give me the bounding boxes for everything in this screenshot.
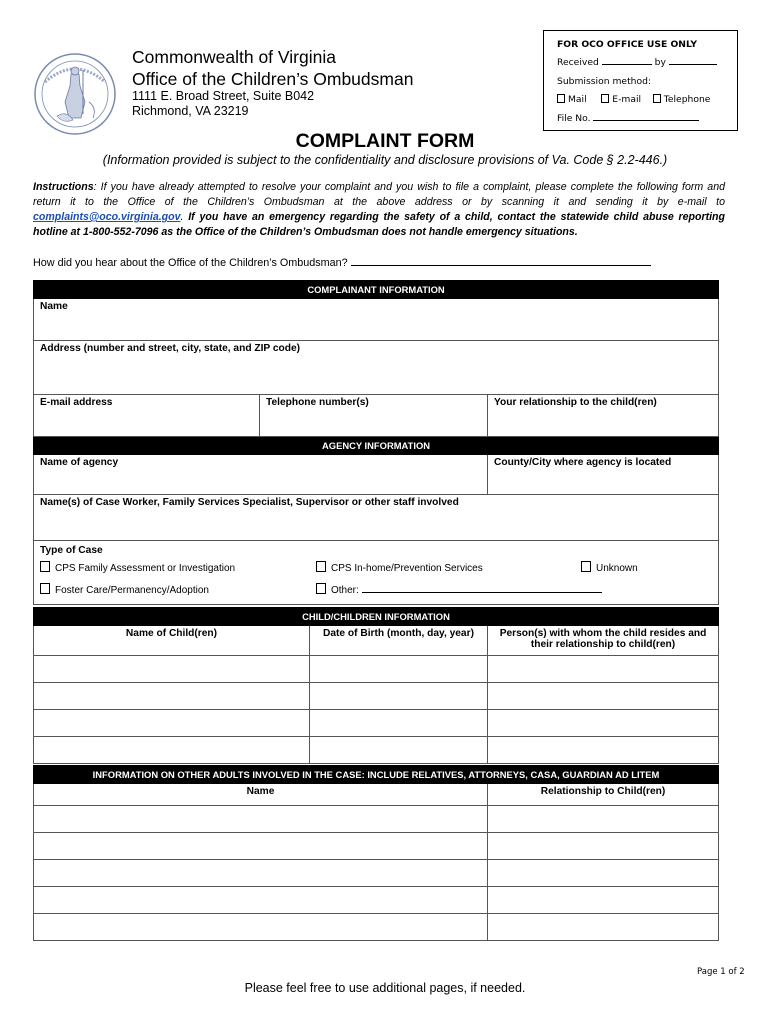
children-table bbox=[33, 607, 719, 764]
mail-checkbox[interactable] bbox=[557, 94, 565, 103]
cell[interactable] bbox=[34, 833, 488, 860]
col-child-name: Name of Child(ren) bbox=[34, 626, 310, 656]
complainant-agency-table bbox=[33, 280, 719, 605]
complainant-name-field[interactable]: Name bbox=[34, 299, 719, 341]
instructions: Instructions: If you have already attempted to resolve your complaint and you wish to file a complaint, please complete the following form and return it to the Office of the Children’s Ombudsman at the above address or by scanning it and sending it by e-mail to complaints@oco.virginia.gov. If you have an emergency regarding the safety of a child, contact the statewide child abuse reporting hotline at 1-800-552-7096 as the Office of the Children’s Ombudsman does not handle emergency situations. bbox=[33, 181, 726, 238]
col-adult-relationship: Relationship to Child(ren) bbox=[488, 784, 719, 806]
complaints-email-link[interactable]: complaints@oco.virginia.gov bbox=[33, 211, 181, 223]
option-label: Foster Care/Permanency/Adoption bbox=[55, 585, 209, 596]
cell[interactable] bbox=[310, 710, 488, 737]
cell[interactable] bbox=[34, 914, 488, 941]
option-cps-family[interactable] bbox=[40, 561, 235, 574]
option-label: Other: bbox=[331, 585, 359, 596]
cell[interactable] bbox=[34, 737, 310, 764]
hear-about-field[interactable] bbox=[351, 256, 651, 266]
form-title: COMPLAINT FORM bbox=[295, 130, 475, 152]
checkbox[interactable] bbox=[40, 583, 50, 594]
cell[interactable] bbox=[34, 656, 310, 683]
address-line2: Richmond, VA 23219 bbox=[132, 104, 249, 118]
instructions-label: Instructions bbox=[33, 181, 94, 193]
page-number: Page 1 of 2 bbox=[697, 967, 745, 977]
virginia-seal-logo bbox=[33, 52, 117, 136]
hear-question-label: How did you hear about the Office of the Children’s Ombudsman? bbox=[33, 257, 348, 269]
footer-note: Please feel free to use additional pages, if needed. bbox=[244, 981, 526, 995]
other-field[interactable] bbox=[362, 583, 602, 593]
cell[interactable] bbox=[488, 860, 719, 887]
table-row bbox=[34, 887, 719, 914]
table-row bbox=[34, 710, 719, 737]
method-telephone: Telephone bbox=[663, 94, 711, 105]
type-of-case-section bbox=[34, 541, 719, 605]
adults-table bbox=[33, 765, 719, 941]
option-other[interactable] bbox=[316, 583, 602, 596]
emergency-text: If you have an emergency regarding the safety of a child, contact the statewide child abuse reporting hotline at 1-800-552-7096 as the Office of the Children’s Ombudsman does not handle emergency situations. bbox=[33, 211, 726, 238]
office-use-box bbox=[543, 30, 738, 131]
cell[interactable] bbox=[488, 737, 719, 764]
cell[interactable] bbox=[34, 806, 488, 833]
cell[interactable] bbox=[488, 710, 719, 737]
address-line1: 1111 E. Broad Street, Suite B042 bbox=[132, 89, 315, 103]
table-row bbox=[34, 806, 719, 833]
instructions-text: : If you have already attempted to resolve your complaint and you wish to file a complaint, please complete the following form and return it to the Office of the Children’s Ombudsman at the above address or by scanning it and sending it by e-mail to bbox=[33, 181, 725, 208]
table-row bbox=[34, 683, 719, 710]
checkbox[interactable] bbox=[316, 561, 326, 572]
org-name-line2: Office of the Children’s Ombudsman bbox=[132, 69, 414, 89]
agency-name-field[interactable]: Name of agency bbox=[34, 455, 488, 495]
cell[interactable] bbox=[488, 656, 719, 683]
cell[interactable] bbox=[488, 887, 719, 914]
table-row bbox=[34, 833, 719, 860]
col-dob: Date of Birth (month, day, year) bbox=[310, 626, 488, 656]
received-field[interactable] bbox=[602, 55, 652, 65]
checkbox[interactable] bbox=[40, 561, 50, 572]
complainant-relationship-field[interactable]: Your relationship to the child(ren) bbox=[488, 395, 719, 437]
cell[interactable] bbox=[488, 833, 719, 860]
cell[interactable] bbox=[488, 683, 719, 710]
children-header: CHILD/CHILDREN INFORMATION bbox=[34, 608, 719, 626]
received-label: Received bbox=[557, 57, 599, 68]
complainant-email-field[interactable]: E-mail address bbox=[34, 395, 260, 437]
adults-header: INFORMATION ON OTHER ADULTS INVOLVED IN THE CASE: INCLUDE RELATIVES, ATTORNEYS, CASA, GUARDIAN AD LITEM bbox=[34, 766, 719, 784]
method-email: E-mail bbox=[612, 94, 642, 105]
agency-header: AGENCY INFORMATION bbox=[34, 437, 719, 455]
cell[interactable] bbox=[488, 914, 719, 941]
by-field[interactable] bbox=[669, 55, 717, 65]
complainant-header: COMPLAINANT INFORMATION bbox=[34, 281, 719, 299]
table-row bbox=[34, 656, 719, 683]
option-label: CPS Family Assessment or Investigation bbox=[55, 563, 236, 574]
option-foster-care[interactable] bbox=[40, 583, 209, 596]
option-cps-inhome[interactable] bbox=[316, 561, 483, 574]
option-label: Unknown bbox=[596, 563, 638, 574]
checkbox[interactable] bbox=[316, 583, 326, 594]
file-no-label: File No. bbox=[557, 112, 591, 124]
table-row bbox=[34, 914, 719, 941]
cell[interactable] bbox=[310, 683, 488, 710]
hear-about-question bbox=[33, 256, 651, 269]
cell[interactable] bbox=[34, 710, 310, 737]
table-row bbox=[34, 860, 719, 887]
complainant-phone-field[interactable]: Telephone number(s) bbox=[260, 395, 488, 437]
org-name-line1: Commonwealth of Virginia bbox=[132, 47, 336, 67]
cell[interactable] bbox=[34, 887, 488, 914]
option-label: CPS In-home/Prevention Services bbox=[331, 563, 483, 574]
cell[interactable] bbox=[488, 806, 719, 833]
file-no-field[interactable] bbox=[593, 111, 699, 121]
col-resides: Person(s) with whom the child resides and their relationship to child(ren) bbox=[488, 626, 719, 656]
type-of-case-label: Type of Case bbox=[40, 545, 103, 556]
agency-county-field[interactable]: County/City where agency is located bbox=[488, 455, 719, 495]
cell[interactable] bbox=[310, 737, 488, 764]
submission-label: Submission method: bbox=[557, 75, 652, 87]
option-unknown[interactable] bbox=[581, 561, 638, 574]
telephone-checkbox[interactable] bbox=[653, 94, 661, 103]
checkbox[interactable] bbox=[581, 561, 591, 572]
cell[interactable] bbox=[34, 683, 310, 710]
method-mail: Mail bbox=[568, 94, 587, 105]
office-use-title: FOR OCO OFFICE USE ONLY bbox=[557, 39, 698, 50]
col-adult-name: Name bbox=[34, 784, 488, 806]
by-label: by bbox=[654, 57, 666, 68]
table-row bbox=[34, 737, 719, 764]
complainant-address-field[interactable]: Address (number and street, city, state, and ZIP code) bbox=[34, 341, 719, 395]
email-checkbox[interactable] bbox=[601, 94, 609, 103]
cell[interactable] bbox=[310, 656, 488, 683]
form-subtitle: (Information provided is subject to the confidentiality and disclosure provisions of Va. Code § 2.2-446.) bbox=[102, 153, 668, 167]
cell[interactable] bbox=[34, 860, 488, 887]
staff-involved-field[interactable]: Name(s) of Case Worker, Family Services Specialist, Supervisor or other staff involved bbox=[34, 495, 719, 541]
